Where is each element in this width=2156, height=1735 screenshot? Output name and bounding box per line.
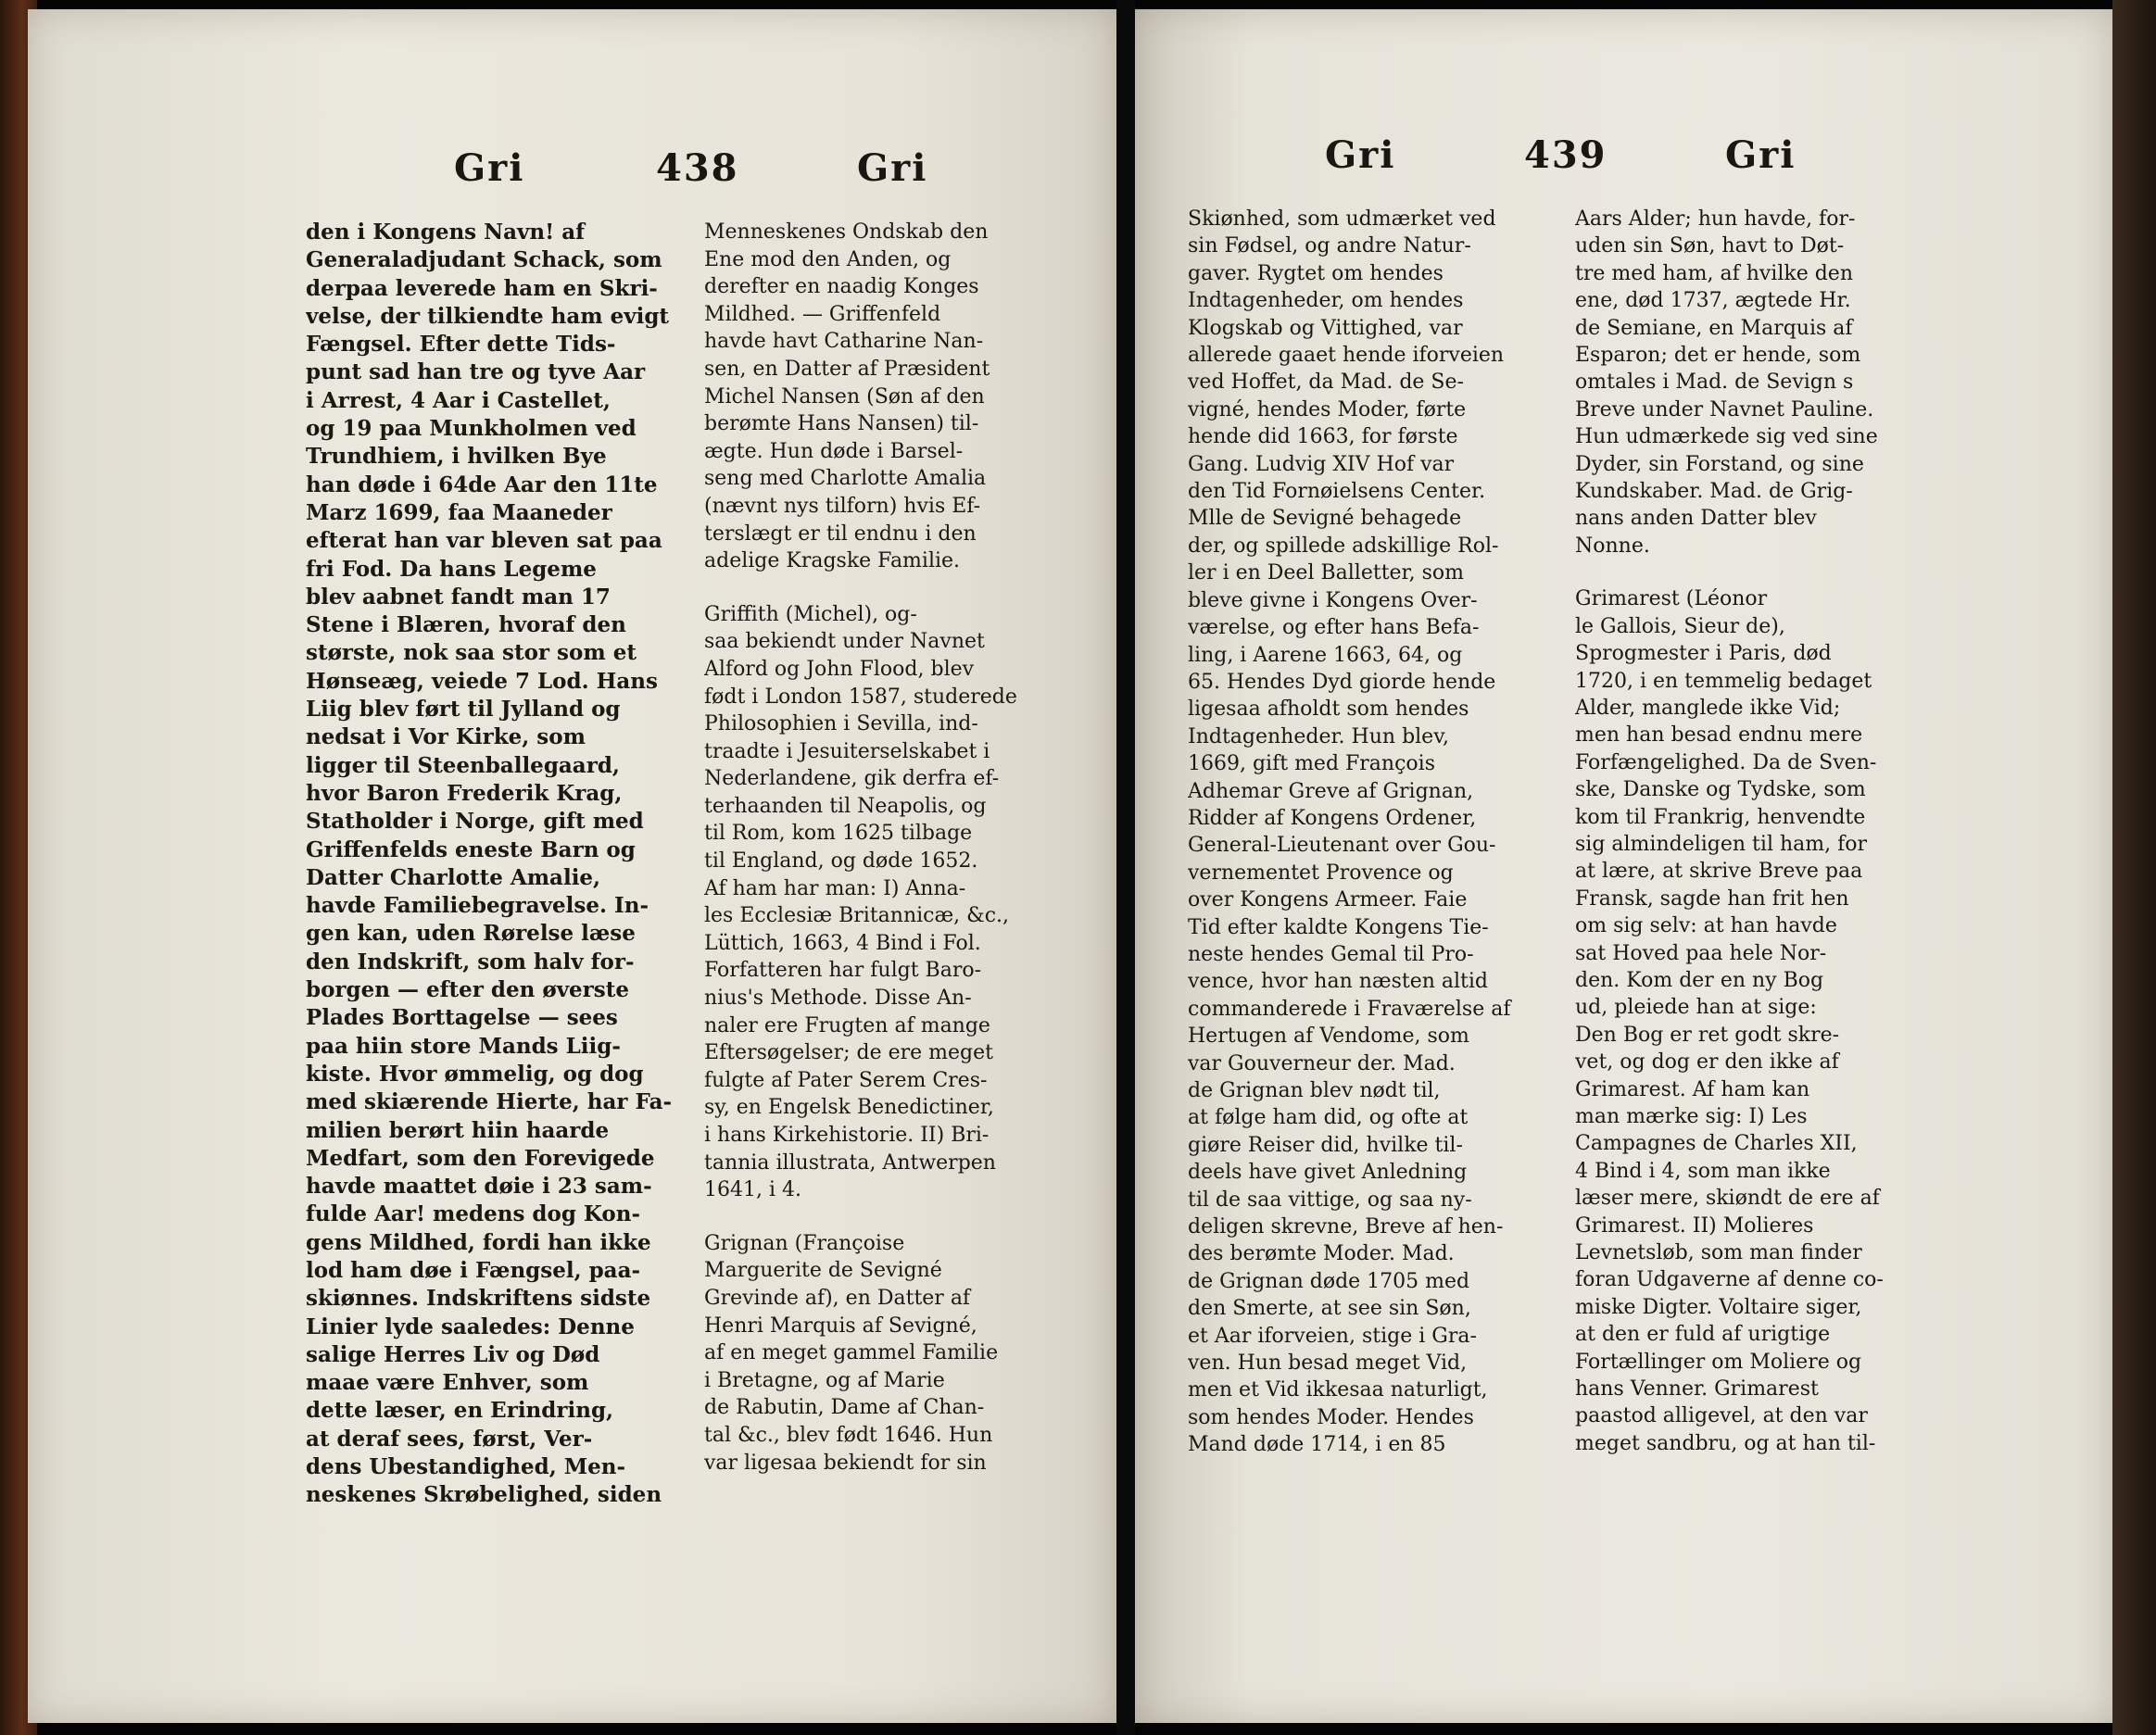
- paragraph: [1575, 585, 1941, 1457]
- text-line: ske, Danske og Tydske, som: [1575, 778, 1866, 802]
- text-line: ud, pleiede han at sige:: [1575, 996, 1817, 1020]
- text-line: deligen skrevne, Breve af hen-: [1188, 1215, 1504, 1239]
- text-line: at deraf sees, først, Ver-: [306, 1426, 593, 1452]
- text-line: Gang. Ludvig XIV Hof var: [1188, 452, 1455, 476]
- text-line: havde Familiebegravelse. In-: [306, 893, 649, 919]
- text-line: skiønnes. Indskriftens sidste: [306, 1286, 651, 1312]
- text-line: gaver. Rygtet om hendes: [1188, 261, 1444, 285]
- text-line: derefter en naadig Konges: [704, 275, 979, 299]
- text-line: Klogskab og Vittighed, var: [1188, 316, 1463, 340]
- text-line: ling, i Aarene 1663, 64, og: [1188, 643, 1463, 667]
- text-line: et Aar iforveien, stige i Gra-: [1188, 1324, 1477, 1348]
- text-line: Mildhed. — Griffenfeld: [704, 302, 941, 326]
- text-line: største, nok saa stor som et: [306, 640, 637, 666]
- text-line: berømte Hans Nansen) til-: [704, 412, 979, 436]
- text-line: Grignan (Françoise: [704, 1231, 905, 1255]
- text-line: Fortællinger om Moliere og: [1575, 1350, 1862, 1374]
- text-line: Grimarest. II) Molieres: [1575, 1213, 1814, 1238]
- text-line: deels have givet Anledning: [1188, 1161, 1468, 1185]
- text-line: omtales i Mad. de Sevign s: [1575, 371, 1854, 395]
- text-line: ene, død 1737, ægtede Hr.: [1575, 289, 1851, 313]
- text-line: allerede gaaet hende iforveien: [1188, 344, 1505, 368]
- text-line: havde maattet døie i 23 sam-: [306, 1174, 652, 1200]
- text-line: Den Bog er ret godt skre-: [1575, 1023, 1840, 1047]
- text-line: der, og spillede adskillige Rol-: [1188, 534, 1499, 558]
- left-running-head-left: Gri: [454, 146, 525, 190]
- text-line: Fængsel. Efter dette Tids-: [306, 332, 616, 358]
- text-line: til England, og døde 1652.: [704, 849, 978, 874]
- text-line: som hendes Moder. Hendes: [1188, 1405, 1474, 1429]
- text-line: Campagnes de Charles XII,: [1575, 1132, 1858, 1156]
- book-gutter: [1116, 0, 1135, 1735]
- text-line: Hertugen af Vendome, som: [1188, 1025, 1469, 1049]
- text-line: havde havt Catharine Nan-: [704, 330, 984, 354]
- text-line: giøre Reiser did, hvilke til-: [1188, 1133, 1463, 1157]
- text-line: Adhemar Greve af Grignan,: [1188, 779, 1474, 803]
- left-page-column-2: [704, 219, 1070, 1477]
- text-line: i Bretagne, og af Marie: [704, 1368, 945, 1392]
- text-line: Grevinde af), en Datter af: [704, 1286, 971, 1310]
- text-line: Levnetsløb, som man finder: [1575, 1241, 1862, 1265]
- text-line: den Indskrift, som halv for-: [306, 949, 635, 974]
- text-line: Trundhiem, i hvilken Bye: [306, 444, 607, 470]
- text-line: over Kongens Armeer. Faie: [1188, 888, 1468, 912]
- text-line: sy, en Engelsk Benedictiner,: [704, 1096, 994, 1120]
- text-line: ægte. Hun døde i Barsel-: [704, 439, 964, 463]
- text-line: var ligesaa bekiendt for sin: [704, 1451, 987, 1475]
- text-line: Datter Charlotte Amalie,: [306, 864, 601, 890]
- text-line: hvor Baron Frederik Krag,: [306, 780, 623, 806]
- text-line: ler i en Deel Balletter, som: [1188, 561, 1465, 585]
- text-line: saa bekiendt under Navnet: [704, 630, 985, 654]
- text-line: Hun udmærkede sig ved sine: [1575, 425, 1878, 449]
- text-line: borgen — efter den øverste: [306, 977, 630, 1003]
- text-line: nius's Methode. Disse An-: [704, 987, 972, 1011]
- text-line: Hønseæg, veiede 7 Lod. Hans: [306, 668, 658, 694]
- text-line: Mlle de Sevigné behagede: [1188, 507, 1462, 531]
- text-line: med skiærende Hierte, har Fa-: [306, 1089, 673, 1115]
- text-line: Linier lyde saaledes: Denne: [306, 1314, 635, 1339]
- text-line: des berømte Moder. Mad.: [1188, 1242, 1455, 1266]
- right-page-number: 439: [1524, 133, 1608, 177]
- text-line: kom til Frankrig, henvendte: [1575, 805, 1866, 829]
- text-line: Philosophien i Sevilla, ind-: [704, 712, 978, 736]
- text-line: dette læser, en Erindring,: [306, 1398, 614, 1424]
- text-line: Liig blev ført til Jylland og: [306, 697, 621, 723]
- text-line: han døde i 64de Aar den 11te: [306, 471, 658, 497]
- text-line: blev aabnet fandt man 17: [306, 584, 611, 610]
- text-line: Griffith (Michel), og-: [704, 602, 917, 626]
- text-line: salige Herres Liv og Død: [306, 1341, 600, 1367]
- text-line: Esparon; det er hende, som: [1575, 344, 1861, 368]
- text-line: seng med Charlotte Amalia: [704, 467, 987, 491]
- text-line: Mand døde 1714, i en 85: [1188, 1433, 1446, 1457]
- text-line: om sig selv: at han havde: [1575, 914, 1837, 938]
- paragraph: [704, 1230, 1070, 1477]
- text-line: sen, en Datter af Præsident: [704, 357, 990, 381]
- text-line: 1669, gift med François: [1188, 752, 1435, 776]
- text-line: commanderede i Fraværelse af: [1188, 997, 1511, 1021]
- text-line: sat Hoved paa hele Nor-: [1575, 941, 1827, 965]
- paragraph-gap: [1575, 559, 1941, 585]
- paragraph: [1575, 206, 1941, 559]
- text-line: terslægt er til endnu i den: [704, 522, 977, 546]
- text-line: født i London 1587, studerede: [704, 685, 1017, 709]
- text-line: Nederlandene, gik derfra ef-: [704, 767, 1000, 791]
- text-line: i Arrest, 4 Aar i Castellet,: [306, 387, 611, 413]
- text-line: Generaladjudant Schack, som: [306, 247, 662, 273]
- text-line: Breve under Navnet Pauline.: [1575, 397, 1874, 421]
- text-line: dens Ubestandighed, Men-: [306, 1454, 626, 1480]
- paragraph-gap: [704, 1204, 1070, 1230]
- right-running-head-right: Gri: [1725, 133, 1797, 177]
- text-line: derpaa leverede ham en Skri-: [306, 275, 658, 301]
- text-line: traadte i Jesuiterselskabet i: [704, 739, 990, 763]
- text-line: Fransk, sagde han frit hen: [1575, 886, 1849, 911]
- paragraph-gap: [704, 575, 1070, 601]
- text-line: milien berørt hiin haarde: [306, 1117, 610, 1143]
- text-line: Ene mod den Anden, og: [704, 247, 952, 271]
- right-running-head-left: Gri: [1325, 133, 1396, 177]
- text-line: 1641, i 4.: [704, 1178, 801, 1202]
- text-line: Aars Alder; hun havde, for-: [1575, 207, 1856, 231]
- text-line: terhaanden til Neapolis, og: [704, 794, 987, 818]
- text-line: les Ecclesiæ Britannicæ, &c.,: [704, 904, 1010, 928]
- text-line: i hans Kirkehistorie. II) Bri-: [704, 1124, 990, 1147]
- text-line: gens Mildhed, fordi han ikke: [306, 1229, 651, 1255]
- text-line: at følge ham did, og ofte at: [1188, 1106, 1469, 1130]
- text-line: maae være Enhver, som: [306, 1370, 589, 1396]
- text-line: og 19 paa Munkholmen ved: [306, 416, 637, 442]
- text-line: den Tid Fornøielsens Center.: [1188, 480, 1486, 504]
- text-line: Indtagenheder, om hendes: [1188, 289, 1464, 313]
- text-line: de Grignan døde 1705 med: [1188, 1269, 1470, 1293]
- text-line: paa hiin store Mands Liig-: [306, 1033, 621, 1059]
- text-line: neste hendes Gemal til Pro-: [1188, 942, 1474, 966]
- text-line: Nonne.: [1575, 534, 1650, 558]
- text-line: Marguerite de Sevigné: [704, 1259, 942, 1283]
- text-line: tannia illustrata, Antwerpen: [704, 1150, 996, 1175]
- text-line: fri Fod. Da hans Legeme: [306, 556, 597, 582]
- text-line: ven. Hun besad meget Vid,: [1188, 1352, 1468, 1376]
- text-line: Dyder, sin Forstand, og sine: [1575, 452, 1864, 476]
- text-line: at den er fuld af urigtige: [1575, 1323, 1831, 1347]
- text-line: Plades Borttagelse — sees: [306, 1005, 618, 1031]
- text-line: af en meget gammel Familie: [704, 1341, 999, 1365]
- text-line: Henri Marquis af Sevigné,: [704, 1314, 977, 1338]
- text-line: men han besad endnu mere: [1575, 723, 1863, 748]
- text-line: sig almindeligen til ham, for: [1575, 832, 1868, 856]
- text-line: miske Digter. Voltaire siger,: [1575, 1295, 1862, 1319]
- text-line: til de saa vittige, og saa ny-: [1188, 1188, 1472, 1212]
- text-line: tre med ham, af hvilke den: [1575, 261, 1853, 285]
- text-line: Forfængelighed. Da de Sven-: [1575, 750, 1877, 774]
- text-line: Af ham har man: I) Anna-: [704, 876, 966, 900]
- text-line: adelige Kragske Familie.: [704, 549, 961, 573]
- text-line: Statholder i Norge, gift med: [306, 809, 644, 835]
- text-line: nans anden Datter blev: [1575, 507, 1817, 531]
- text-line: den i Kongens Navn! af: [306, 220, 586, 245]
- text-line: Michel Nansen (Søn af den: [704, 384, 985, 409]
- text-line: le Gallois, Sieur de),: [1575, 614, 1785, 638]
- text-line: velse, der tilkiendte ham evigt: [306, 303, 670, 329]
- text-line: meget sandbru, og at han til-: [1575, 1431, 1876, 1455]
- left-page-number: 438: [656, 146, 739, 190]
- right-page-column-2: [1575, 206, 1941, 1457]
- text-line: Tid efter kaldte Kongens Tie-: [1188, 915, 1489, 939]
- text-line: sin Fødsel, og andre Natur-: [1188, 234, 1471, 258]
- text-line: 65. Hendes Dyd giorde hende: [1188, 670, 1496, 694]
- text-line: 1720, i en temmelig bedaget: [1575, 669, 1872, 693]
- text-line: Indtagenheder. Hun blev,: [1188, 724, 1450, 748]
- text-line: Marz 1699, faa Maaneder: [306, 499, 612, 525]
- text-line: foran Udgaverne af denne co-: [1575, 1268, 1884, 1292]
- text-line: tal &c., blev født 1646. Hun: [704, 1423, 993, 1447]
- text-line: Kundskaber. Mad. de Grig-: [1575, 480, 1853, 504]
- left-page-column-1: [306, 219, 676, 1510]
- left-running-head-right: Gri: [857, 146, 928, 190]
- text-line: fulgte af Pater Serem Cres-: [704, 1068, 988, 1092]
- text-line: Stene i Blæren, hvoraf den: [306, 612, 626, 638]
- text-line: 4 Bind i 4, som man ikke: [1575, 1159, 1831, 1183]
- text-line: Eftersøgelser; de ere meget: [704, 1041, 993, 1065]
- text-line: Ridder af Kongens Ordener,: [1188, 806, 1477, 830]
- text-line: vigné, hendes Moder, førte: [1188, 397, 1467, 421]
- text-line: gen kan, uden Rørelse læse: [306, 921, 636, 947]
- text-line: var Gouverneur der. Mad.: [1188, 1051, 1456, 1075]
- text-line: hans Venner. Grimarest: [1575, 1377, 1819, 1402]
- text-line: efterat han var bleven sat paa: [306, 528, 662, 554]
- text-line: ligesaa afholdt som hendes: [1188, 698, 1469, 722]
- text-line: General-Lieutenant over Gou-: [1188, 834, 1496, 858]
- text-line: vet, og dog er den ikke af: [1575, 1050, 1839, 1075]
- text-line: de Grignan blev nødt til,: [1188, 1079, 1441, 1102]
- text-line: Skiønhed, som udmærket ved: [1188, 207, 1496, 231]
- text-line: nedsat i Vor Kirke, som: [306, 724, 586, 750]
- text-line: Alford og John Flood, blev: [704, 657, 975, 681]
- text-line: Alder, manglede ikke Vid;: [1575, 696, 1841, 720]
- text-line: den. Kom der en ny Bog: [1575, 968, 1824, 992]
- text-line: den Smerte, at see sin Søn,: [1188, 1297, 1471, 1321]
- text-line: Grimarest (Léonor: [1575, 587, 1768, 611]
- text-line: (nævnt nys tilforn) hvis Ef-: [704, 494, 981, 518]
- paragraph: [704, 219, 1070, 575]
- text-line: man mærke sig: I) Les: [1575, 1105, 1808, 1128]
- text-line: værelse, og efter hans Befa-: [1188, 616, 1480, 640]
- text-line: Grimarest. Af ham kan: [1575, 1077, 1810, 1101]
- text-line: hende did 1663, for første: [1188, 425, 1458, 449]
- text-line: Medfart, som den Forevigede: [306, 1145, 655, 1171]
- text-line: ligger til Steenballegaard,: [306, 752, 620, 778]
- text-line: Sprogmester i Paris, død: [1575, 642, 1832, 666]
- text-line: uden sin Søn, havt to Døt-: [1575, 234, 1845, 258]
- text-line: Menneskenes Ondskab den: [704, 220, 989, 244]
- text-line: fulde Aar! medens dog Kon-: [306, 1201, 641, 1227]
- book-cover-right: [2112, 0, 2156, 1735]
- text-line: neskenes Skrøbelighed, siden: [306, 1482, 662, 1508]
- text-line: punt sad han tre og tyve Aar: [306, 359, 646, 385]
- text-line: vernementet Provence og: [1188, 861, 1454, 885]
- text-line: ved Hoffet, da Mad. de Se-: [1188, 371, 1464, 395]
- text-line: men et Vid ikkesaa naturligt,: [1188, 1378, 1488, 1402]
- text-line: Griffenfelds eneste Barn og: [306, 836, 636, 862]
- text-line: bleve givne i Kongens Over-: [1188, 588, 1478, 612]
- text-line: Forfatteren har fulgt Baro-: [704, 959, 982, 983]
- text-line: at lære, at skrive Breve paa: [1575, 860, 1863, 884]
- text-line: naler ere Frugten af mange: [704, 1013, 990, 1037]
- text-line: til Rom, kom 1625 tilbage: [704, 822, 973, 846]
- text-line: Lüttich, 1663, 4 Bind i Fol.: [704, 931, 981, 955]
- paragraph: [704, 601, 1070, 1204]
- text-line: vence, hvor han næsten altid: [1188, 970, 1489, 994]
- text-line: de Semiane, en Marquis af: [1575, 316, 1853, 340]
- text-line: de Rabutin, Dame af Chan-: [704, 1396, 985, 1420]
- text-line: læser mere, skiøndt de ere af: [1575, 1187, 1880, 1211]
- text-line: lod ham døe i Fængsel, paa-: [306, 1257, 641, 1283]
- text-line: kiste. Hvor ømmelig, og dog: [306, 1061, 644, 1087]
- right-page-column-1: [1188, 206, 1554, 1459]
- text-line: paastod alligevel, at den var: [1575, 1404, 1868, 1428]
